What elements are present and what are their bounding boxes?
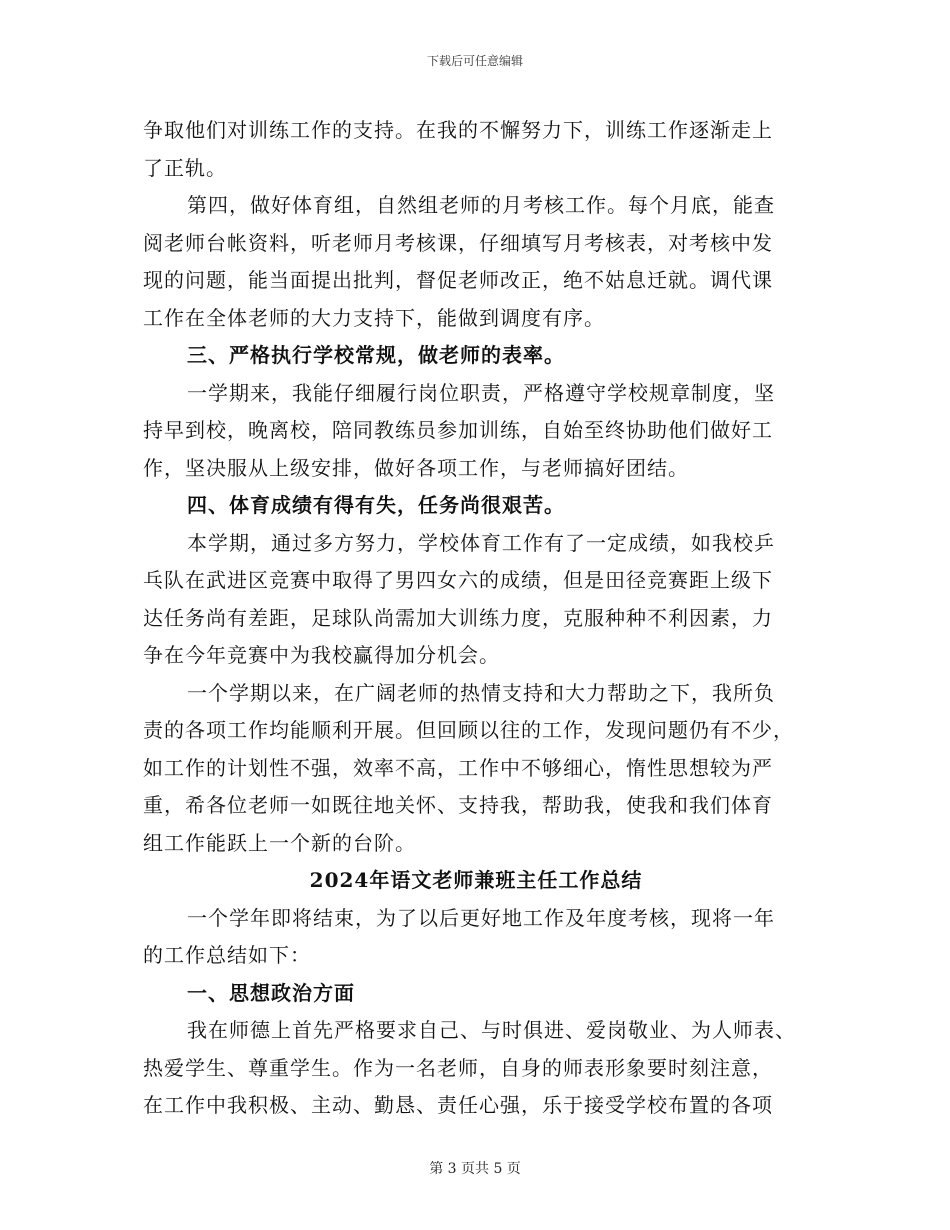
text-line: 热爱学生、尊重学生。作为一名老师，自身的师表形象要时刻注意， bbox=[143, 1055, 773, 1080]
page-header: 下载后可任意编辑 bbox=[426, 54, 523, 68]
section-heading: 四、体育成绩有得有失，任务尚很艰苦。 bbox=[187, 493, 565, 517]
text-line: 作，坚决服从上级安排，做好各项工作，与老师搞好团结。 bbox=[143, 455, 689, 480]
text-line: 一个学年即将结束，为了以后更好地工作及年度考核，现将一年 bbox=[187, 905, 775, 930]
text-line: 乓队在武进区竞赛中取得了男四女六的成绩，但是田径竞赛距上级下 bbox=[143, 568, 773, 592]
text-line: 争取他们对训练工作的支持。在我的不懈努力下，训练工作逐渐走上 bbox=[143, 118, 773, 142]
text-line: 一学期来，我能仔细履行岗位职责，严格遵守学校规章制度，坚 bbox=[187, 380, 775, 405]
text-line: 争在今年竞赛中为我校赢得加分机会。 bbox=[143, 643, 500, 667]
text-line: 的工作总结如下： bbox=[143, 943, 311, 967]
section-title: 2024年语文老师兼班主任工作总结 bbox=[309, 868, 643, 892]
page-footer: 第 3 页共 5 页 bbox=[429, 1161, 521, 1177]
text-line: 组工作能跃上一个新的台阶。 bbox=[143, 830, 416, 855]
text-line: 我在师德上首先严格要求自己、与时俱进、爱岗敬业、为人师表、 bbox=[187, 1018, 796, 1042]
text-line: 本学期，通过多方努力，学校体育工作有了一定成绩，如我校乒 bbox=[187, 530, 775, 555]
text-line: 阅老师台帐资料，听老师月考核课，仔细填写月考核表，对考核中发 bbox=[143, 230, 773, 255]
section-heading: 三、严格执行学校常规，做老师的表率。 bbox=[187, 343, 565, 367]
text-line: 工作在全体老师的大力支持下，能做到调度有序。 bbox=[143, 305, 605, 330]
text-line: 持早到校，晚离校，陪同教练员参加训练，自始至终协助他们做好工 bbox=[143, 418, 773, 442]
text-line: 了正轨。 bbox=[143, 155, 227, 180]
text-line: 一个学期以来，在广阔老师的热情支持和大力帮助之下，我所负 bbox=[187, 680, 775, 705]
text-line: 责的各项工作均能顺利开展。但回顾以往的工作，发现问题仍有不少， bbox=[143, 718, 794, 742]
text-line: 现的问题，能当面提出批判，督促老师改正，绝不姑息迁就。调代课 bbox=[143, 268, 773, 292]
text-line: 达任务尚有差距，足球队尚需加大训练力度，克服种种不利因素，力 bbox=[143, 605, 773, 630]
document-body bbox=[143, 112, 809, 1125]
text-line: 如工作的计划性不强，效率不高，工作中不够细心，惰性思想较为严 bbox=[143, 755, 773, 780]
text-line: 重，希各位老师一如既往地关怀、支持我，帮助我，使我和我们体育 bbox=[143, 793, 773, 817]
text-line: 第四，做好体育组，自然组老师的月考核工作。每个月底，能查 bbox=[187, 193, 775, 217]
section-heading: 一、思想政治方面 bbox=[187, 980, 355, 1005]
text-line: 在工作中我积极、主动、勤恳、责任心强，乐于接受学校布置的各项 bbox=[143, 1093, 773, 1117]
